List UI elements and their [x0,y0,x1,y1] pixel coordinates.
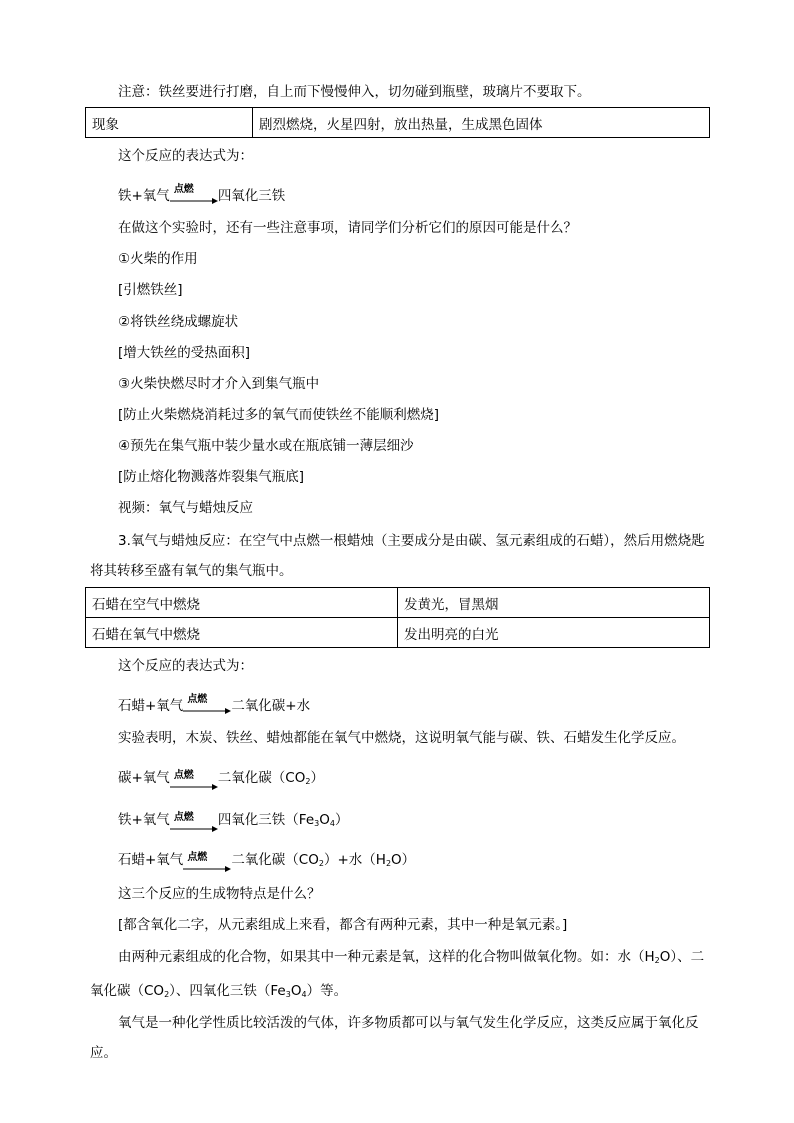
reaction-condition: 点燃 [173,812,194,823]
equation-wax-formula: 石蜡+氧气 点燃 二氧化碳$(CO_2)+$水$(H_2O)$ [118,850,415,874]
note-text: 注意：铁丝要进行打磨，自上而下慢慢伸入，切勿碰到瓶壁，玻璃片不要取下。 [118,84,591,100]
equation-products: 二氧化碳+水 [231,698,311,714]
equation-reactants: 铁+氧气 [118,812,170,828]
equation-iron-formula: 铁+氧气 点燃 四氧化三铁$(Fe_3O_4)$ [118,810,348,834]
table-cell-label: 石蜡在空气中燃烧 [86,588,398,618]
equation-carbon: 碳+氧气 点燃 二氧化碳$(CO_2)$ [118,768,324,792]
oxide-definition: 由两种元素组成的化合物，如果其中一种元素是氧，这样的化合物叫做氧化物。如：水$(H_2O)$、二氧化碳$(CO_2)$、四氧化三铁$(Fe_3O_4)$等。 [90,949,705,999]
table-row [86,588,710,618]
arrow-icon [170,783,218,791]
equation-reactants: 铁+氧气 [118,188,170,204]
table-cell-value: 发出明亮的白光 [398,618,710,648]
answer-item-1: [引燃铁丝] [118,282,183,298]
reaction-arrow [170,814,218,834]
answer-item-4: [防止熔化物溅落炸裂集气瓶底] [118,469,305,485]
feature-question: 这三个反应的生成物特点是什么？ [118,886,321,902]
paragraph-candle: 3.氧气与蜡烛反应：在空气中点燃一根蜡烛（主要成分是由碳、氢元素组成的石蜡），然后用燃烧匙将其转移至盛有氧气的集气瓶中。 [90,533,705,579]
reaction-arrow [170,186,218,206]
question-item-4: ④预先在集气瓶中装少量水或在瓶底铺一薄层细沙 [118,438,414,454]
reaction-condition: 点燃 [173,184,194,195]
arrow-icon [183,865,231,873]
reaction-arrow [170,772,218,792]
equation-products: 四氧化三铁 [217,188,286,204]
video-label: 视频：氧气与蜡烛反应 [118,500,253,516]
table-cell-value: 发黄光，冒黑烟 [398,588,710,618]
expression-intro: 这个反应的表达式为： [118,148,253,164]
reaction-condition: 点燃 [173,770,194,781]
candle-table [85,587,710,648]
arrow-icon [170,825,218,833]
question-item-1: ①火柴的作用 [118,251,198,267]
question-item-2: ②将铁丝绕成螺旋状 [118,314,239,330]
question-text: 在做这个实验时，还有一些注意事项，请同学们分析它们的原因可能是什么？ [118,220,577,236]
answer-item-2: [增大铁丝的受热面积] [118,345,251,361]
oxidation-paragraph: 氧气是一种化学性质比较活泼的气体，许多物质都可以与氧气发生化学反应，这类反应属于氧化反应。 [90,1015,699,1061]
arrow-icon [183,707,231,715]
equation-reactants: 石蜡+氧气 [118,698,184,714]
answer-item-3: [防止火柴燃烧消耗过多的氧气而使铁丝不能顺利燃烧] [118,407,440,423]
table-row [86,618,710,648]
reaction-condition: 点燃 [187,694,208,705]
phenomenon-table [85,107,710,138]
reaction-arrow [183,854,231,874]
equation-wax [118,696,310,716]
equation-reactants: 碳+氧气 [118,770,170,786]
reaction-condition: 点燃 [187,852,208,863]
reaction-arrow [183,696,231,716]
question-item-3: ③火柴快燃尽时才介入到集气瓶中 [118,376,320,392]
conclusion-text: 实验表明，木炭、铁丝、蜡烛都能在氧气中燃烧，这说明氧气能与碳、铁、石蜡发生化学反应。 [118,730,685,746]
table-row [86,108,710,138]
arrow-icon [170,197,218,205]
table-cell-label: 石蜡在氧气中燃烧 [86,618,398,648]
equation-products: 二氧化碳（CO [231,852,319,868]
equation-reactants: 石蜡+氧气 [118,852,184,868]
table-cell-value: 剧烈燃烧，火星四射，放出热量，生成黑色固体 [253,108,710,138]
feature-answer: [都含氧化二字，从元素组成上来看，都含有两种元素，其中一种是氧元素。] [118,917,568,933]
expression-intro-2: 这个反应的表达式为： [118,658,253,674]
equation-iron [118,186,285,206]
equation-products: 二氧化碳（CO [217,770,306,786]
equation-products: 四氧化三铁（Fe [217,812,315,828]
table-cell-label: 现象 [86,108,253,138]
